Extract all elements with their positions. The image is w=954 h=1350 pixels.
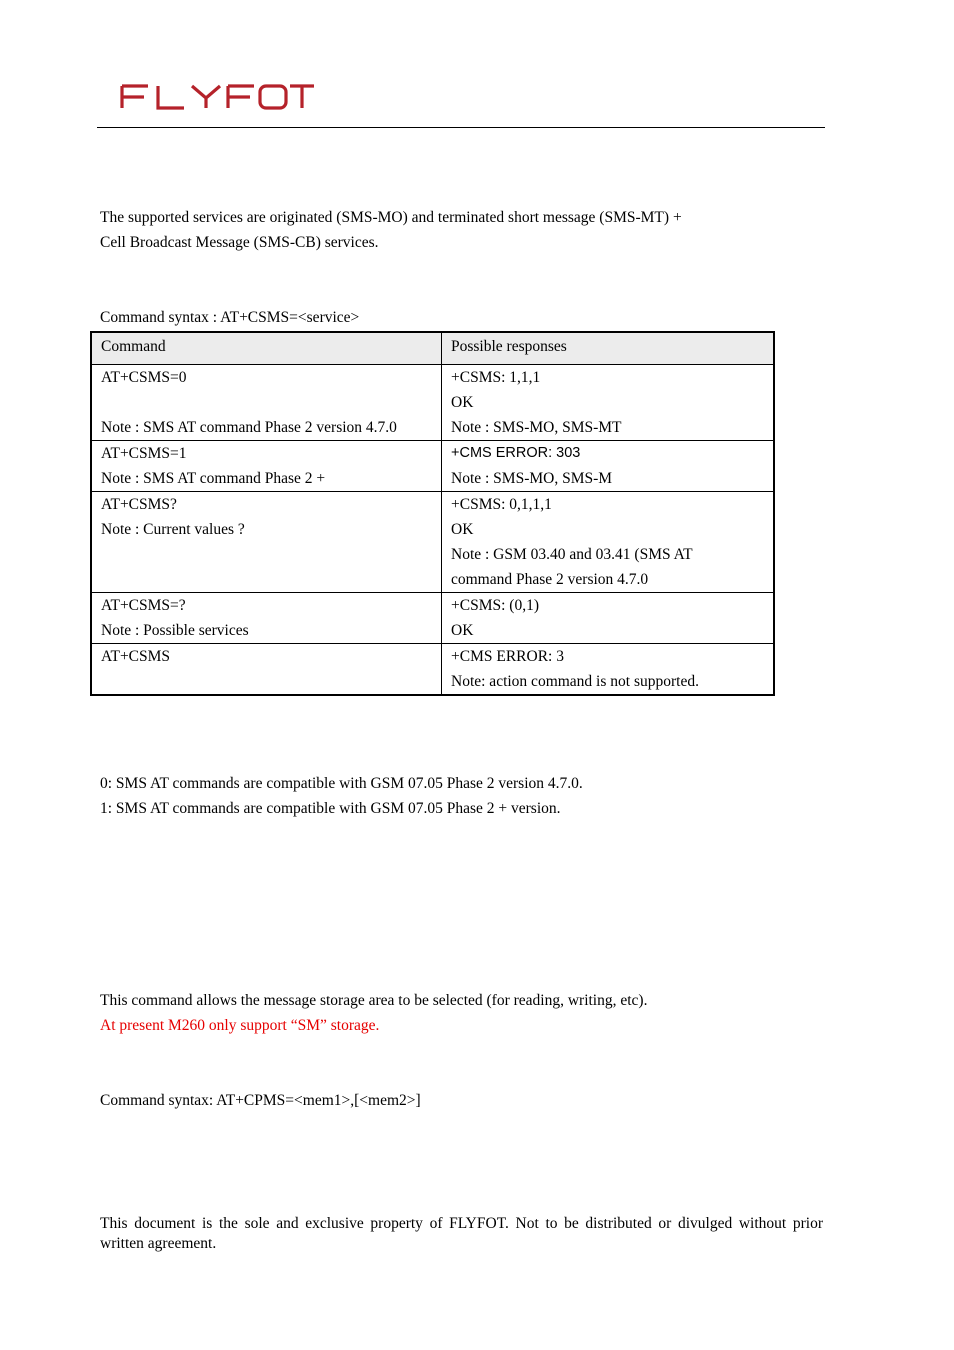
header-possible-responses: Possible responses bbox=[442, 332, 775, 365]
csms-command-table bbox=[90, 331, 775, 696]
command-cell bbox=[91, 644, 442, 696]
table-row bbox=[91, 644, 774, 696]
command-cell bbox=[91, 492, 442, 593]
command-cell bbox=[91, 365, 442, 441]
response-text: OK bbox=[451, 521, 474, 538]
command-note: Note : SMS AT command Phase 2 version 4.7.0 bbox=[101, 419, 397, 436]
response-text: +CSMS: (0,1) bbox=[451, 597, 539, 614]
response-text: +CMS ERROR: 303 bbox=[451, 445, 581, 461]
command-cell bbox=[91, 593, 442, 644]
response-text: +CMS ERROR: 3 bbox=[451, 648, 564, 665]
header-command: Command bbox=[91, 332, 442, 365]
table-row bbox=[91, 441, 774, 492]
response-cell bbox=[442, 593, 775, 644]
response-text: OK bbox=[451, 394, 474, 411]
command-text: AT+CSMS=0 bbox=[101, 369, 187, 386]
command-note: Note : Current values ? bbox=[101, 521, 245, 538]
table-row bbox=[91, 593, 774, 644]
footer-disclaimer: This document is the sole and exclusive property of FLYFOT. Not to be distributed or divulged without prior written agreement. bbox=[100, 1215, 823, 1252]
table-row bbox=[91, 492, 774, 593]
response-cell bbox=[442, 644, 775, 696]
command-text: AT+CSMS=1 bbox=[101, 445, 187, 462]
service-value-0: 0: SMS AT commands are compatible with GSM 07.05 Phase 2 version 4.7.0. bbox=[100, 775, 583, 792]
table-header-row bbox=[91, 332, 774, 365]
response-cell bbox=[442, 365, 775, 441]
service-value-1: 1: SMS AT commands are compatible with GSM 07.05 Phase 2 + version. bbox=[100, 800, 561, 817]
command-cell bbox=[91, 441, 442, 492]
cpms-storage-note: At present M260 only support “SM” storage. bbox=[100, 1017, 380, 1034]
header-divider bbox=[97, 127, 825, 128]
response-note: Note : SMS-MO, SMS-M bbox=[451, 470, 613, 487]
response-text: +CSMS: 1,1,1 bbox=[451, 369, 541, 386]
response-text: +CSMS: 0,1,1,1 bbox=[451, 496, 552, 513]
table-row bbox=[91, 365, 774, 441]
intro-line-2: Cell Broadcast Message (SMS-CB) services. bbox=[100, 234, 379, 251]
command-note: Note : SMS AT command Phase 2 + bbox=[101, 470, 326, 487]
command-syntax-cpms: Command syntax: AT+CPMS=<mem1>,[<mem2>] bbox=[100, 1092, 421, 1109]
response-note: command Phase 2 version 4.7.0 bbox=[451, 571, 649, 588]
response-note: Note: action command is not supported. bbox=[451, 673, 699, 690]
command-text: AT+CSMS? bbox=[101, 496, 177, 513]
response-cell bbox=[442, 441, 775, 492]
response-note: Note : SMS-MO, SMS-MT bbox=[451, 419, 622, 436]
command-text: AT+CSMS bbox=[101, 648, 171, 665]
response-text: OK bbox=[451, 622, 474, 639]
command-note: Note : Possible services bbox=[101, 622, 249, 639]
command-text: AT+CSMS=? bbox=[101, 597, 186, 614]
flyfot-logo bbox=[118, 80, 314, 114]
response-note: Note : GSM 03.40 and 03.41 (SMS AT bbox=[451, 546, 693, 563]
command-syntax-csms: Command syntax : AT+CSMS=<service> bbox=[100, 309, 360, 326]
intro-line-1: The supported services are originated (SMS-MO) and terminated short message (SMS-MT) + bbox=[100, 209, 682, 226]
cpms-description: This command allows the message storage area to be selected (for reading, writing, etc). bbox=[100, 992, 648, 1009]
response-cell bbox=[442, 492, 775, 593]
